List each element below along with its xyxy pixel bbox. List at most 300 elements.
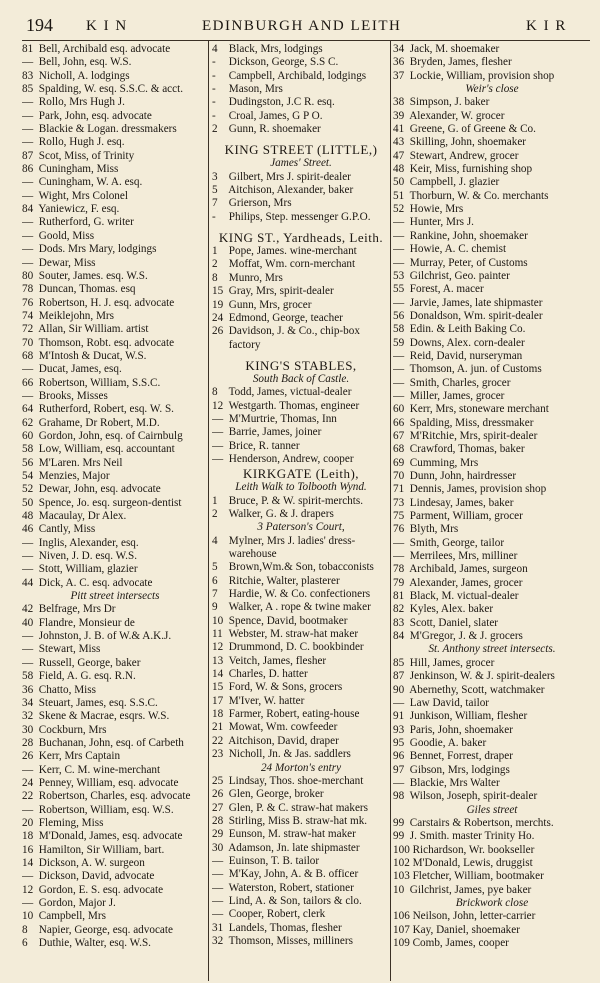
directory-entry [393,857,591,870]
resident-name: Paris, John, shoemaker [409,723,513,736]
house-number: — [22,630,34,643]
resident-name: Robertson, H. J. esq. advocate [38,296,175,309]
directory-entry [22,790,208,803]
resident-name: Dickson, A. W. surgeon [38,856,145,869]
directory-entry [393,537,591,550]
directory-entry [22,283,208,296]
house-number: 24 [22,776,34,789]
resident-name: Walker, G. & J. drapers [228,507,334,520]
resident-name: Mylner, Mrs J. ladies' dress- [228,534,356,547]
street-heading: KING STREET (LITTLE,) [224,142,378,158]
resident-name: Gilchrist, James, pye baker [409,883,532,896]
directory-entry [393,830,591,843]
house-number: 26 [22,750,34,763]
directory-entry [393,337,591,350]
resident-name: Spalding, Miss, dressmaker [409,416,534,429]
house-number: 74 [22,309,34,322]
directory-entry [212,426,390,439]
resident-name: Aitchison, David, draper [228,734,339,747]
directory-entry [22,70,208,83]
directory-entry [22,457,208,470]
directory-entry [393,603,591,616]
house-number: 58 [22,670,34,683]
resident-name: Howie, Mrs [409,203,464,216]
directory-entry [22,363,208,376]
directory-entry [212,922,390,935]
resident-name: Crawford, Thomas, baker [409,443,525,456]
directory-entry [22,870,208,883]
directory-entry [22,203,208,216]
directory-entry [22,257,208,270]
directory-entry [22,297,208,310]
directory-entry [212,211,390,224]
directory-entry [212,561,390,574]
resident-name: Alexander, James, grocer [409,576,523,589]
house-number: 4 [212,43,218,55]
resident-name: Grierson, Mrs [228,197,292,210]
directory-entry [393,230,591,243]
directory-entry [212,400,390,413]
directory-entry [22,724,208,737]
resident-name: Campbell, J. glazier [409,176,500,189]
resident-name: Niven, J. D. esq. W.S. [38,550,138,563]
house-number: 56 [393,309,405,322]
house-number: 96 [393,750,405,763]
directory-entry [393,844,591,857]
house-number: — [393,376,405,389]
house-number: 14 [22,856,34,869]
directory-entry [393,163,591,176]
house-number: 30 [22,723,34,736]
directory-entry [212,258,390,271]
house-number: 12 [22,883,34,896]
directory-entry [22,737,208,750]
column-divider [390,41,391,981]
resident-name: Mowat, Wm. cowfeeder [228,721,338,734]
resident-name: Cooper, Robert, clerk [228,908,326,921]
resident-name: Jenkinson, W. & J. spirit-dealers [409,670,555,683]
directory-entry [212,110,390,123]
street-subheading: South Back of Castle. [252,372,350,385]
house-number: 16 [22,843,34,856]
resident-name: Archibald, James, surgeon [409,563,528,576]
directory-entry [393,657,591,670]
directory-entry [22,230,208,243]
resident-name: Reid, David, nurseryman [409,349,523,362]
directory-entry [22,764,208,777]
directory-entry [22,897,208,910]
resident-name: Souter, James. esq. W.S. [38,269,148,282]
directory-entry [212,197,390,210]
resident-name: Croal, James, G P O. [228,109,323,122]
resident-name: Abernethy, Scott, watchmaker [409,683,545,696]
resident-name: J. Smith. master Trinity Ho. [409,830,535,843]
directory-entry [212,615,390,628]
resident-name: Grahame, Dr Robert, M.D. [38,416,160,429]
directory-entry [22,110,208,123]
house-number: 79 [393,576,405,589]
house-number: 81 [393,590,405,603]
house-number: 23 [212,748,224,761]
directory-entry [212,655,390,668]
house-number: 59 [393,336,405,349]
house-number: 99 [393,830,405,843]
resident-name: Duncan, Thomas. esq [38,283,136,296]
resident-name: Bell, John, esq. W.S. [38,56,132,69]
resident-name: Davidson, J. & Co., chip-box [228,325,360,338]
house-number: - [212,83,216,96]
resident-name: Bell, Archibald esq. advocate [38,43,171,55]
house-number: — [212,881,224,894]
resident-name: Bennet, Forrest, draper [409,750,513,763]
directory-entry [393,457,591,470]
house-number: — [22,763,34,776]
resident-name: Edmond, George, teacher [228,311,343,324]
resident-name: Glen, George, broker [228,788,324,801]
house-number: — [22,229,34,242]
resident-name: Scot, Miss, of Trinity [38,149,135,162]
resident-name: Ducat, James, esq. [38,363,122,376]
resident-name: Jack, M. shoemaker [409,43,500,55]
directory-entry [22,523,208,536]
resident-name: Buchanan, John, esq. of Carbeth [38,736,184,749]
directory-entry [212,312,390,325]
resident-name: Thomson, A. jun. of Customs [409,363,542,376]
resident-name: Donaldson, Wm. spirit-dealer [409,309,543,322]
street-subheading: Pitt street intersects [70,590,160,603]
directory-entry [22,270,208,283]
resident-name: Park, John, esq. advocate [38,109,152,122]
directory-entry [22,817,208,830]
house-number: 68 [393,443,405,456]
house-number: — [22,216,34,229]
resident-name: Law David, tailor [409,696,490,709]
house-number: 36 [22,683,34,696]
house-number: 19 [212,298,224,311]
directory-entry [393,724,591,737]
resident-name: Hardie, W. & Co. confectioners [228,588,371,601]
house-number: 11 [212,628,223,641]
resident-name: Westgarth. Thomas, engineer [228,399,360,412]
house-number: 10 [22,910,34,923]
directory-entry [22,804,208,817]
house-number: 36 [393,56,405,69]
resident-name: Philips, Step. messenger G.P.O. [228,210,371,223]
resident-name: Field, A. G. esq. R.N. [38,670,136,683]
resident-name: Brice, R. tanner [228,439,300,452]
house-number: 30 [212,841,224,854]
resident-name: Brown,Wm.& Son, tobacconists [228,561,374,574]
resident-name: Wilson, Joseph, spirit-dealer [409,790,538,803]
directory-entry [22,924,208,937]
house-number: 1 [212,245,218,258]
directory-entry [212,548,390,561]
directory-entry [22,630,208,643]
resident-name: Dunn, John, hairdresser [409,470,517,482]
directory-entry [212,508,390,521]
directory-entry [393,203,591,216]
directory-entry [22,684,208,697]
directory-entry [212,413,390,426]
resident-name: M'Donald, James, esq. advocate [38,830,183,843]
resident-name: Duthie, Walter, esq. W.S. [38,937,151,950]
house-number: 82 [393,603,405,616]
directory-entry [212,628,390,641]
resident-name: Black, M. victual-dealer [409,590,519,603]
resident-name: Webster, M. straw-hat maker [228,628,359,641]
resident-name: Gunn, Mrs, grocer [228,298,312,311]
resident-name: Macaulay, Dr Alex. [38,510,127,523]
resident-name: Gordon, Major J. [38,897,116,909]
house-number: 26 [212,325,224,338]
directory-entry [393,550,591,563]
directory-entry [22,470,208,483]
resident-name: Veitch, James, flesher [228,654,327,667]
directory-entry [22,884,208,897]
directory-entry [212,325,390,338]
directory-entry [393,176,591,189]
resident-name: Dods. Mrs Mary, lodgings [38,243,157,256]
house-number: 78 [22,283,34,296]
resident-name: Steuart, James, esq. S.S.C. [38,696,158,709]
resident-name: Dewar, John, esq. advocate [38,483,161,496]
resident-name: Hill, James, grocer [409,656,495,669]
directory-entry [393,136,591,149]
street-heading: KING ST., Yardheads, Leith. [218,230,384,246]
directory-entry [393,417,591,430]
house-number: 67 [393,429,405,442]
directory-entry [393,350,591,363]
street-subheading: Weir's close [465,83,519,96]
house-number: 76 [393,523,405,536]
house-number: 13 [212,654,224,667]
house-number: 10 [393,883,405,896]
house-number: — [212,439,224,452]
resident-name: Yaniewicz, F. esq. [38,203,120,216]
resident-name: M'Gregor, J. & J. grocers [409,630,523,643]
house-number: — [393,296,405,309]
resident-name: Fleming, Miss [38,816,104,829]
resident-name: Miller, James, grocer [409,389,505,402]
house-number: 68 [22,349,34,362]
resident-name: Low, William, esq. accountant [38,443,175,456]
directory-entry [393,510,591,523]
directory-entry [393,670,591,683]
house-number: — [22,803,34,816]
directory-entry [22,857,208,870]
house-number: 103 [393,870,410,883]
house-number: 18 [22,830,34,843]
directory-entry [22,563,208,576]
directory-entry [393,363,591,376]
directory-entry [212,453,390,466]
resident-name: Goodie, A. baker [409,736,487,749]
house-number: 22 [22,790,34,803]
resident-name: Lockie, William, provision shop [409,69,555,82]
house-number: 8 [212,271,218,284]
house-number: — [393,229,405,242]
directory-entry [393,123,591,136]
header-left-word: K I N [86,18,128,34]
directory-entry [212,641,390,654]
resident-name: Stirling, Miss B. straw-hat mk. [228,814,368,827]
house-number: 98 [393,790,405,803]
resident-name: Cantly, Miss [38,523,96,536]
resident-name: Fletcher, William, bootmaker [412,870,544,883]
house-number: — [22,389,34,402]
resident-name: Flandre, Monsieur de [38,616,135,629]
house-number: 24 [212,311,224,324]
directory-entry [212,895,390,908]
directory-entry [22,577,208,590]
house-number: 71 [393,483,405,496]
directory-entry [393,56,591,69]
resident-name: M'Laren. Mrs Neil [38,456,123,469]
directory-entry [22,657,208,670]
house-number: 107 [393,923,410,936]
resident-name: Brooks, Misses [38,389,108,402]
house-number: 83 [393,616,405,629]
house-number: 60 [22,429,34,442]
house-number: — [22,643,34,656]
house-number: — [212,426,224,439]
house-number: — [22,189,34,202]
house-number: 6 [22,937,28,950]
directory-entry [393,737,591,750]
house-number: — [212,854,224,867]
page-number: 194 [26,15,53,35]
directory-entry [393,563,591,576]
directory-entry [212,735,390,748]
house-number: — [22,363,34,376]
street-heading: KING'S STABLES, [245,357,357,373]
resident-name: Keir, Miss, furnishing shop [409,163,533,176]
directory-entry [393,377,591,390]
resident-name: Nicholl, Jn. & Jas. saddlers [228,748,351,761]
house-number: 81 [22,43,34,55]
resident-name: Inglis, Alexander, esq. [38,536,139,549]
resident-name: Richardson, Wr. bookseller [412,843,535,856]
resident-name: Spence, David, bootmaker [228,614,348,627]
directory-entry [212,440,390,453]
directory-entry [393,216,591,229]
resident-name: Spence, Jo. esq. surgeon-dentist [38,496,182,509]
house-number: 72 [22,323,34,336]
resident-name: Adamson, Jn. late shipmaster [228,841,360,854]
resident-name: Robertson, William, S.S.C. [38,376,161,389]
house-number: 55 [393,283,405,296]
directory-entry [393,684,591,697]
resident-name: Nicholl, A. lodgings [38,69,130,82]
house-number: 8 [212,386,218,399]
house-number: 90 [393,683,405,696]
resident-name: M'Kay, John, A. & B. officer [228,868,359,881]
resident-name: M'Ritchie, Mrs, spirit-dealer [409,429,538,442]
house-number: — [393,536,405,549]
resident-name: Todd, James, victual-dealer [228,386,352,399]
house-number: 91 [393,710,405,723]
house-number: — [22,550,34,563]
directory-entry [22,150,208,163]
directory-entry [22,136,208,149]
directory-entry [212,272,390,285]
house-number: 58 [22,443,34,456]
resident-name: Edin. & Leith Baking Co. [409,323,526,336]
directory-entry [212,668,390,681]
directory-entry [22,537,208,550]
house-number: — [22,870,34,883]
directory-entry [393,777,591,790]
directory-entry [393,110,591,123]
house-number: 28 [212,814,224,827]
directory-entry [393,790,591,803]
directory-entry [22,176,208,189]
resident-name: Blyth, Mrs [409,523,459,536]
house-number: — [22,96,34,109]
directory-entry [393,430,591,443]
directory-entry [22,937,208,950]
directory-entry [22,643,208,656]
directory-entry [212,802,390,815]
directory-entry [393,96,591,109]
directory-entry [212,96,390,109]
column-3 [393,43,591,979]
house-number: — [22,563,34,576]
street-subheading: St. Anthony street intersects. [428,643,556,656]
directory-entry [22,403,208,416]
house-number: 27 [212,801,224,814]
house-number: 3 [212,170,218,183]
resident-name: Carstairs & Robertson, merchts. [409,816,554,829]
resident-name: Hunter, Mrs J. [409,216,474,229]
directory-entry [212,868,390,881]
directory-entry [22,617,208,630]
directory-entry [22,443,208,456]
resident-name: Ford, W. & Sons, grocers [228,681,343,694]
directory-entry [212,575,390,588]
directory-entry [393,323,591,336]
directory-entry [393,403,591,416]
directory-entry [393,924,591,937]
house-number: 56 [22,456,34,469]
directory-entry [393,70,591,83]
header-title: EDINBURGH AND LEITH [202,18,402,34]
resident-name: Black, Mrs, lodgings [228,43,323,55]
resident-name: Goold, Miss [38,229,95,242]
house-number: 102 [393,856,410,869]
directory-entry [212,56,390,69]
house-number: 66 [22,376,34,389]
house-number: — [393,363,405,376]
resident-name: Forest, A. macer [409,283,484,296]
resident-name: Drummond, D. C. bookbinder [228,641,364,654]
resident-name: Rankine, John, shoemaker [409,229,528,242]
resident-name: Lind, A. & Son, tailors & clo. [228,894,362,907]
house-number: 1 [212,494,218,507]
directory-entry [393,577,591,590]
resident-name: Gilbert, Mrs J. spirit-dealer [228,170,351,183]
house-number: 15 [212,285,224,298]
directory-entry [212,815,390,828]
directory-entry [22,216,208,229]
resident-name: Bruce, P. & W. spirit-merchts. [228,494,364,507]
house-number: 100 [393,843,410,856]
directory-entry [393,710,591,723]
house-number: 50 [393,176,405,189]
resident-name: M'Donald, Lewis, druggist [412,856,533,869]
directory-entry [212,285,390,298]
resident-name: M'Intosh & Ducat, W.S. [38,349,147,362]
